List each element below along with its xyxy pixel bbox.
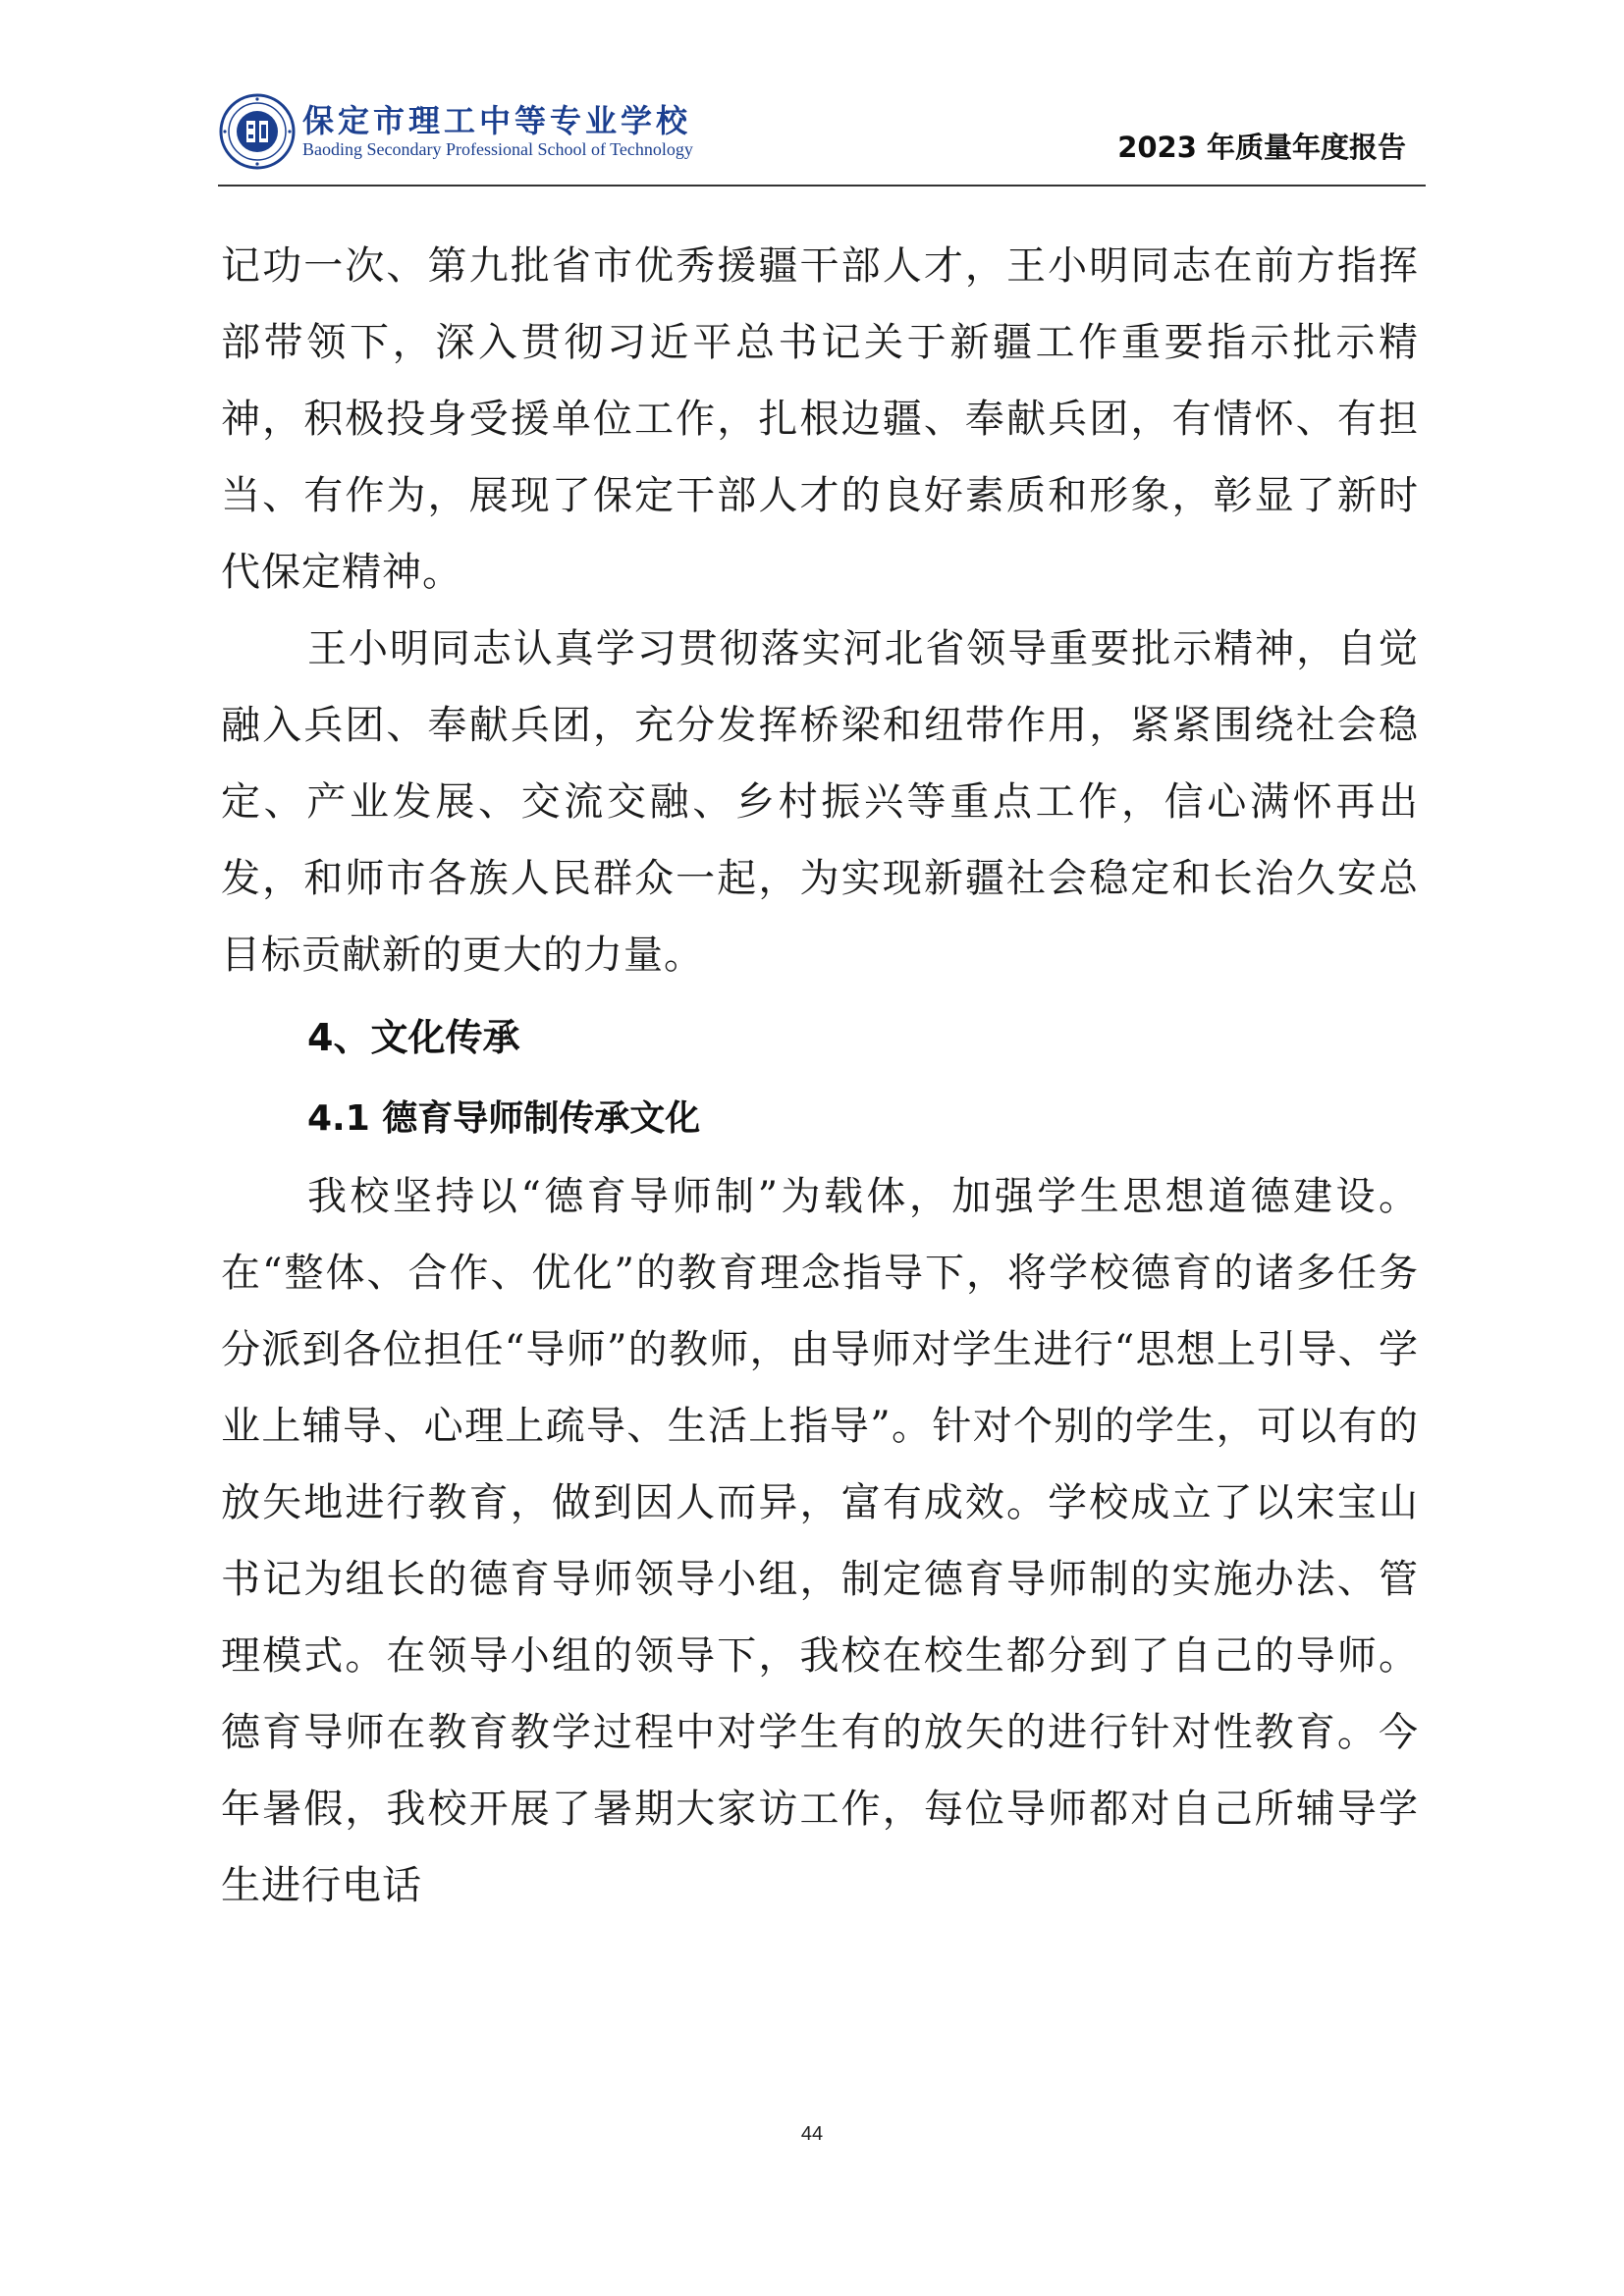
body-paragraph-3: 我校坚持以“德育导师制”为载体，加强学生思想道德建设。在“整体、合作、优化”的教育理念指导下，将学校德育的诸多任务分派到各位担任“导师”的教师，由导师对学生进行“思想上引导、学业上辅导、心理上疏导、生活上指导”。针对个别的学生，可以有的放矢地进行教育，做到因人而异，富有成效。学校成立了以宋宝山书记为组长的德育导师领导小组，制定德育导师制的实施办法、管理模式。在领导小组的领导下，我校在校生都分到了自己的导师。德育导师在教育教学过程中对学生有的放矢的进行针对性教育。今年暑假，我校开展了暑期大家访工作，每位导师都对自己所辅导学生进行电话 [221, 1174, 1419, 1908]
subsection-heading-4-1: 4.1 德育导师制传承文化 [307, 1098, 701, 1139]
school-seal-icon [218, 92, 297, 171]
school-name-en: Baoding Secondary Professional School of Technology [302, 139, 693, 159]
body-paragraph-1: 记功一次、第九批省市优秀援疆干部人才，王小明同志在前方指挥部带领下，深入贯彻习近平总书记关于新疆工作重要指示批示精神，积极投身受援单位工作，扎根边疆、奉献兵团，有情怀、有担当、有作为，展现了保定干部人才的良好素质和形象，彰显了新时代保定精神。 [221, 243, 1419, 595]
body-paragraph-2: 王小明同志认真学习贯彻落实河北省领导重要批示精神，自觉融入兵团、奉献兵团，充分发挥桥梁和纽带作用，紧紧围绕社会稳定、产业发展、交流交融、乡村振兴等重点工作，信心满怀再出发，和师市各族人民群众一起，为实现新疆社会稳定和长治久安总目标贡献新的更大的力量。 [221, 626, 1419, 978]
school-logo [218, 92, 693, 175]
header-divider [218, 185, 1426, 187]
section-heading-4: 4、文化传承 [307, 1016, 520, 1059]
page-header [218, 90, 1426, 185]
school-name-cn: 保定市理工中等专业学校 [302, 102, 692, 139]
report-title: 2023 年质量年度报告 [1117, 131, 1406, 164]
page-body [221, 228, 1419, 1924]
page-number: 44 [800, 2123, 824, 2145]
